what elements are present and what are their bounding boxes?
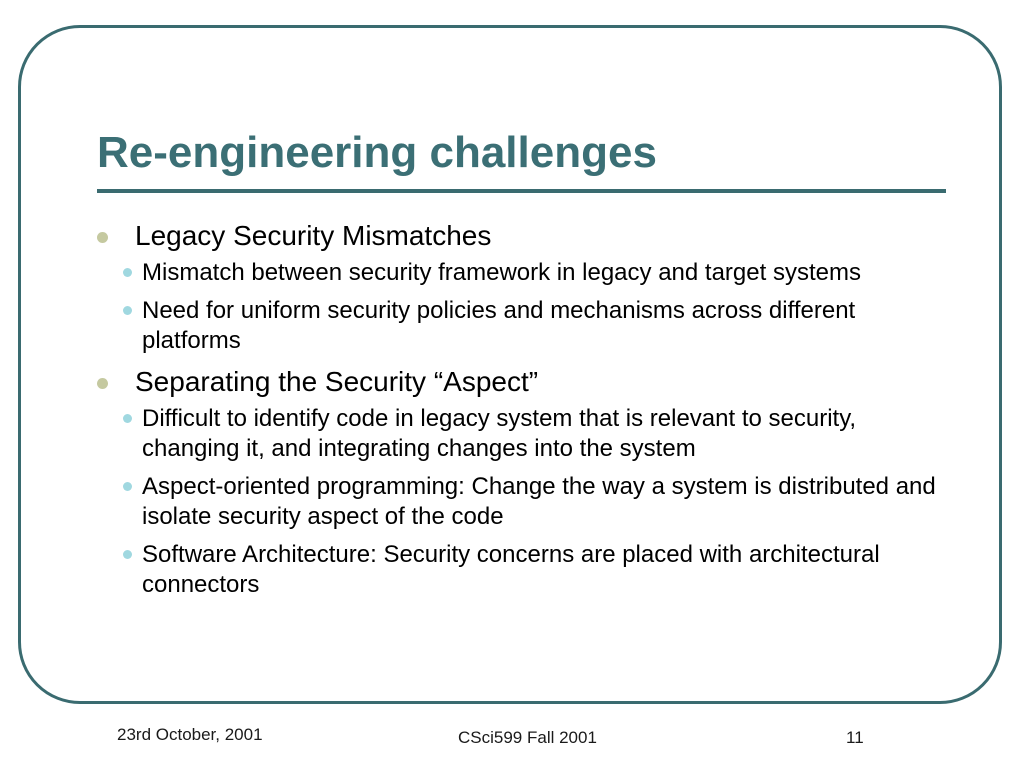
slide-body	[97, 218, 947, 608]
sub-bullet-item	[97, 540, 947, 600]
bullet-text: Separating the Security “Aspect”	[135, 366, 539, 397]
footer-page-number: 11	[846, 728, 864, 747]
bullet-text: Legacy Security Mismatches	[135, 220, 492, 251]
sub-bullet-text: Mismatch between security framework in legacy and target systems	[142, 259, 861, 286]
sub-bullet-item	[97, 472, 947, 532]
bullet-separating-security-aspect	[97, 364, 947, 400]
sub-bullet-item	[97, 258, 947, 288]
footer-date: 23rd October, 2001	[117, 725, 263, 744]
slide-title: Re-engineering challenges	[97, 128, 657, 177]
footer-course: CSci599 Fall 2001	[458, 728, 597, 747]
sub-bullet-text: Aspect-oriented programming: Change the way a system is distributed and isolate security aspect of the code	[142, 473, 936, 530]
sub-bullet-dot-icon	[123, 306, 132, 315]
sub-bullet-item	[97, 404, 947, 464]
sub-bullet-dot-icon	[123, 414, 132, 423]
sub-bullet-item	[97, 296, 947, 356]
sub-bullet-list	[97, 404, 947, 600]
sub-bullet-text: Need for uniform security policies and mechanisms across different platforms	[142, 297, 856, 354]
sub-bullet-dot-icon	[123, 482, 132, 491]
sub-bullet-dot-icon	[123, 268, 132, 277]
title-rule	[97, 189, 946, 193]
sub-bullet-dot-icon	[123, 550, 132, 559]
bullet-dot-icon	[97, 232, 108, 243]
sub-bullet-text: Software Architecture: Security concerns are placed with architectural connectors	[142, 541, 880, 598]
bullet-legacy-security-mismatches	[97, 218, 947, 254]
sub-bullet-text: Difficult to identify code in legacy system that is relevant to security, changing it, and integrating changes into the system	[142, 405, 857, 462]
sub-bullet-list	[97, 258, 947, 356]
bullet-dot-icon	[97, 378, 108, 389]
